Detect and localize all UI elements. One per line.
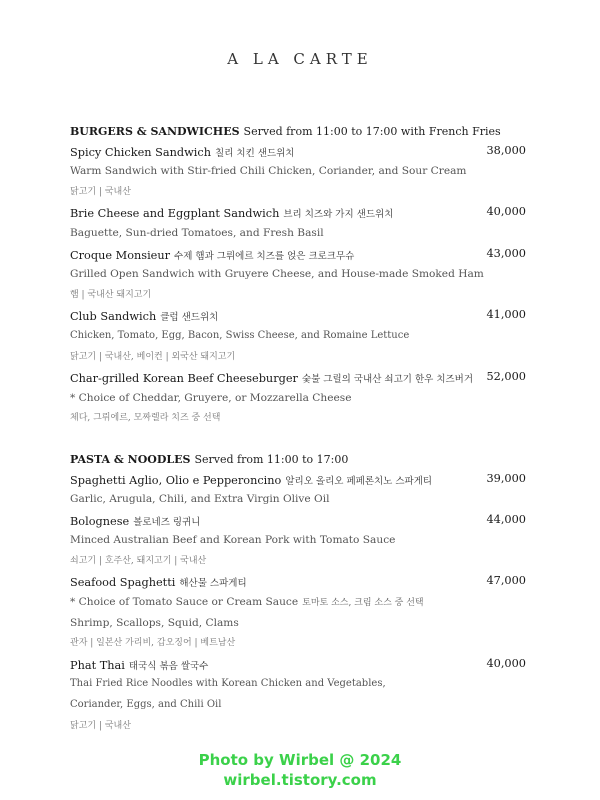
- item-choice-korean: 체다, 그뤼에르, 모짜렐라 치즈 중 선택: [70, 413, 221, 424]
- menu-item-spaghetti-aglio-olio: [70, 469, 530, 490]
- item-price: 39,000: [486, 471, 526, 485]
- menu-item-spicy-chicken-sandwich: [70, 141, 530, 162]
- menu-item-korean-beef-cheeseburger: [70, 367, 530, 388]
- watermark-credit: Photo by Wirbel @ 2024: [198, 751, 402, 769]
- item-origin: 쇠고기 | 호주산, 돼지고기 | 국내산: [70, 555, 207, 566]
- item-korean-name: 알리오 올리오 페페론치노 스파게티: [285, 475, 433, 487]
- item-price: 38,000: [486, 143, 526, 157]
- menu-item-seafood-spaghetti: [70, 571, 530, 592]
- item-price: 52,000: [486, 370, 526, 384]
- menu-item-bolognese: [70, 510, 530, 531]
- item-korean-name: 수제 햄과 그뤼에르 치즈를 얹은 크로크무슈: [174, 250, 355, 262]
- item-origin: 관자 | 일본산 가리비, 갑오징어 | 베트남산: [70, 638, 236, 649]
- menu-item-phat-thai: [70, 654, 530, 675]
- item-price: 41,000: [486, 308, 526, 322]
- item-origin: 닭고기 | 국내산, 베이컨 | 외국산 돼지고기: [70, 351, 236, 362]
- menu-list: [70, 120, 530, 736]
- watermark-url: wirbel.tistory.com: [223, 771, 377, 789]
- item-name: Phat Thai: [70, 658, 125, 672]
- item-name: Char-grilled Korean Beef Cheeseburger: [70, 372, 298, 386]
- item-name: Croque Monsieur: [70, 248, 171, 262]
- section-spacer: [70, 429, 530, 448]
- item-description: Thai Fried Rice Noodles with Korean Chicken and Vegetables,: [70, 678, 386, 690]
- section-header-pasta: [70, 448, 530, 469]
- item-description: Chicken, Tomato, Egg, Bacon, Swiss Cheese, and Romaine Lettuce: [70, 329, 410, 341]
- item-origin: 닭고기 | 국내산: [70, 720, 131, 731]
- item-name: Seafood Spaghetti: [70, 576, 176, 590]
- section-title: PASTA & NOODLES: [70, 452, 191, 466]
- item-price: 40,000: [486, 205, 526, 219]
- item-choice-note: [70, 592, 530, 613]
- item-name: Spicy Chicken Sandwich: [70, 145, 212, 159]
- menu-item-croque-monsieur: [70, 244, 530, 265]
- item-description-line2: Coriander, Eggs, and Chili Oil: [70, 699, 222, 711]
- item-price: 44,000: [486, 512, 526, 526]
- item-korean-name: 숯불 그릴의 국내산 쇠고기 한우 치즈버거: [301, 374, 474, 386]
- item-origin: 햄 | 국내산 돼지고기: [70, 289, 152, 300]
- item-origin: 닭고기 | 국내산: [70, 186, 131, 197]
- choice-text: * Choice of Tomato Sauce or Cream Sauce: [70, 596, 299, 609]
- item-description: Shrimp, Scallops, Squid, Clams: [70, 616, 239, 629]
- item-description: Minced Australian Beef and Korean Pork with Tomato Sauce: [70, 534, 396, 547]
- item-description: Warm Sandwich with Stir-fried Chili Chicken, Coriander, and Sour Cream: [70, 165, 467, 178]
- item-description: Garlic, Arugula, Chili, and Extra Virgin Olive Oil: [70, 493, 330, 506]
- section-title: BURGERS & SANDWICHES: [70, 125, 240, 138]
- item-name: Brie Cheese and Eggplant Sandwich: [70, 207, 280, 221]
- item-korean-name: 칠리 치킨 샌드위치: [215, 147, 295, 159]
- item-price: 40,000: [486, 656, 526, 670]
- item-name: Club Sandwich: [70, 310, 157, 324]
- item-korean-name: 볼로네즈 링귀니: [133, 516, 201, 528]
- item-name: Bolognese: [70, 514, 130, 528]
- item-korean-name: 해산물 스파게티: [179, 578, 247, 590]
- section-note: Served from 11:00 to 17:00 with French Fries: [243, 125, 501, 138]
- item-price: 43,000: [486, 246, 526, 260]
- page-title: A LA CARTE: [227, 50, 373, 68]
- item-price: 47,000: [486, 574, 526, 588]
- item-description: Baguette, Sun-dried Tomatoes, and Fresh Basil: [70, 226, 324, 239]
- choice-text-korean: 토마토 소스, 크림 소스 중 선택: [302, 598, 424, 609]
- item-korean-name: 클럽 샌드위치: [160, 312, 219, 324]
- section-note: Served from 11:00 to 17:00: [194, 452, 349, 466]
- item-korean-name: 브리 치즈와 가지 샌드위치: [283, 209, 394, 221]
- item-choice-note: * Choice of Cheddar, Gruyere, or Mozzarella Cheese: [70, 391, 352, 404]
- item-korean-name: 태국식 볶음 쌀국수: [128, 660, 209, 672]
- menu-item-brie-cheese-eggplant-sandwich: [70, 202, 530, 223]
- item-description: Grilled Open Sandwich with Gruyere Cheese, and House-made Smoked Ham: [70, 268, 484, 281]
- item-name: Spaghetti Aglio, Olio e Pepperoncino: [70, 473, 282, 487]
- menu-item-club-sandwich: [70, 305, 530, 326]
- section-header-burgers: [70, 120, 530, 141]
